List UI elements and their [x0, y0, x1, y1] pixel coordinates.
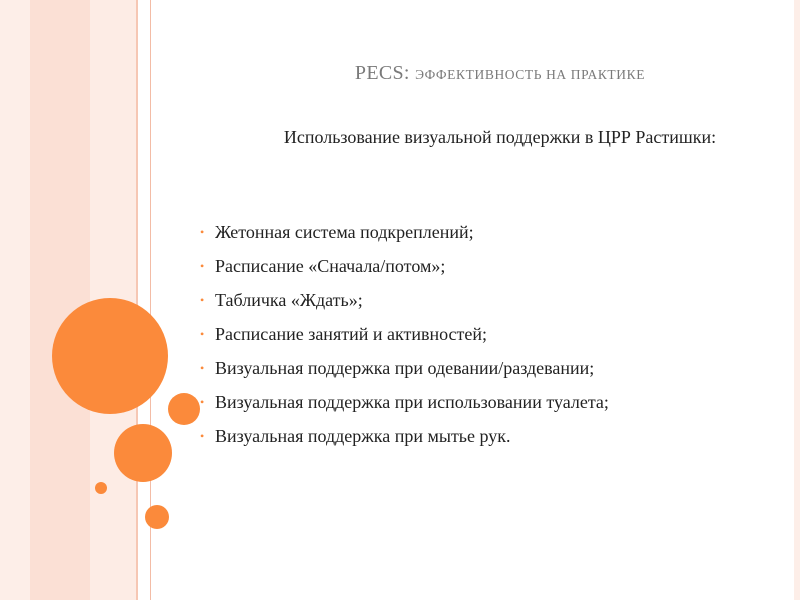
list-item [200, 215, 780, 249]
list-item-text: Визуальная поддержка при использовании туалета; [215, 392, 609, 412]
decor-circle-small [168, 393, 200, 425]
list-item [200, 317, 780, 351]
bullet-icon: • [200, 395, 205, 409]
list-item [200, 351, 780, 385]
decor-circle-tiny [95, 482, 107, 494]
list-item-text: Расписание «Сначала/потом»; [215, 256, 446, 276]
list-item [200, 419, 780, 453]
list-item-text: Расписание занятий и активностей; [215, 324, 488, 344]
list-item [200, 249, 780, 283]
list-item [200, 385, 780, 419]
bullet-list [200, 215, 780, 453]
list-item-text: Жетонная система подкреплений; [215, 222, 474, 242]
decor-stripe [30, 0, 90, 600]
bullet-icon: • [200, 361, 205, 375]
slide-subtitle: Использование визуальной поддержки в ЦРР Растишки: [283, 127, 717, 147]
bullet-icon: • [200, 293, 205, 307]
decor-frame [794, 0, 800, 600]
bullet-icon: • [200, 259, 205, 273]
bullet-icon: • [200, 429, 205, 443]
decor-circle-small [145, 505, 169, 529]
title-main: PECS: [354, 62, 410, 84]
list-item [200, 283, 780, 317]
bullet-icon: • [200, 225, 205, 239]
list-item-text: Табличка «Ждать»; [215, 290, 363, 310]
slide-title [240, 62, 760, 85]
decor-line [136, 0, 138, 600]
title-smallcaps: ЭФФЕКТИВНОСТЬ НА ПРАКТИКЕ [415, 67, 646, 82]
list-item-text: Визуальная поддержка при одевании/раздевании; [215, 358, 595, 378]
bullet-icon: • [200, 327, 205, 341]
decor-circle-medium [114, 424, 172, 482]
list-item-text: Визуальная поддержка при мытье рук. [215, 426, 511, 446]
decor-circle-large [52, 298, 168, 414]
decor-stripe [0, 0, 30, 600]
